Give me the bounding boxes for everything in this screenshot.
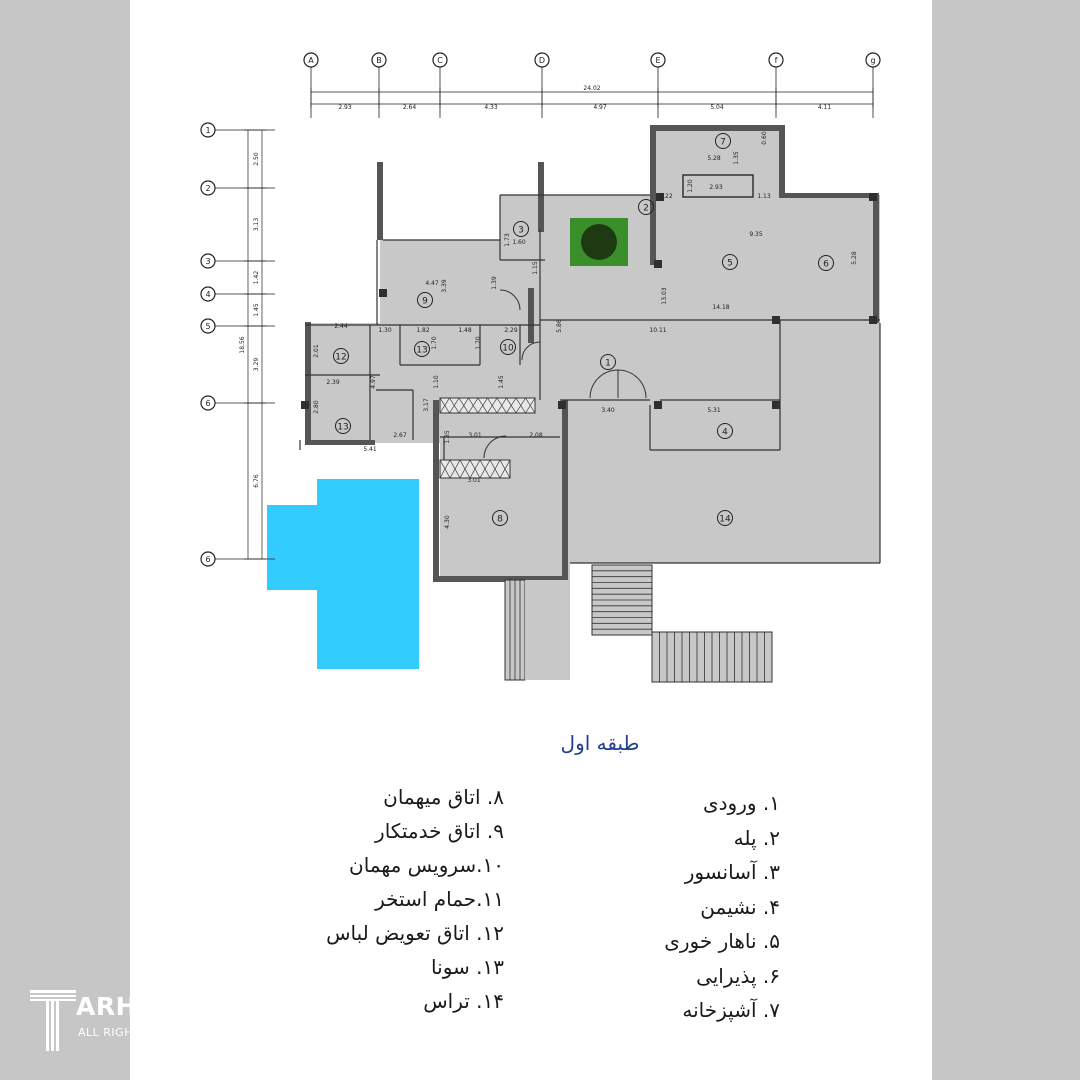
room-number: 2 — [643, 203, 649, 214]
copyright-mark: © — [218, 978, 229, 991]
column-post — [869, 193, 877, 201]
wall — [433, 400, 439, 582]
dimension-label: 4.97 — [593, 104, 607, 111]
dimension-label: 2.29 — [504, 327, 518, 334]
room-number: 5 — [727, 258, 733, 269]
grid-label: E — [655, 56, 661, 65]
dimension-label: 2.67 — [393, 432, 407, 439]
dimension-label: 9.35 — [749, 231, 763, 238]
grid-label: 2 — [205, 184, 211, 193]
wall — [873, 193, 879, 323]
wall — [377, 162, 383, 240]
room-number: 1 — [605, 358, 611, 369]
pool — [267, 505, 327, 590]
dimension-label: 1.85 — [444, 430, 451, 444]
grid-label: 6 — [205, 555, 211, 564]
dimension-label: 2.80 — [313, 400, 320, 414]
dimension-label: 5.28 — [851, 251, 858, 265]
dimension-label: 1.30 — [378, 327, 392, 334]
dimension-label: 3.39 — [441, 279, 448, 293]
dimension-label: 2.93 — [709, 184, 723, 191]
dimension-label: 4.47 — [425, 280, 439, 287]
grid-label: g — [870, 56, 876, 65]
dimension-label: 1.70 — [475, 336, 482, 350]
wall — [650, 125, 656, 197]
stairs — [592, 565, 652, 635]
dimension-label: 1.73 — [504, 233, 511, 247]
dimension-label: 14.18 — [712, 304, 730, 311]
dimension-label: 13.03 — [661, 287, 668, 305]
column-post — [558, 401, 566, 409]
legend-item: ۱۴. تراس — [423, 989, 504, 1013]
legend-left — [326, 780, 504, 1018]
grid-label: C — [437, 56, 443, 65]
legend-item: ۱۱.حمام استخر — [375, 887, 504, 911]
dimension-label: 3.01 — [467, 477, 481, 484]
room-number: 3 — [518, 225, 524, 236]
stairs — [652, 632, 772, 682]
legend-item: ۱. ورودی — [703, 791, 780, 815]
wall — [305, 322, 311, 444]
dimension-label: 1.22 — [659, 193, 673, 200]
legend-item: ۱۲. اتاق تعویض لباس — [326, 921, 504, 945]
dimension-label: 1.35 — [733, 151, 740, 165]
brand-logo — [28, 978, 238, 1058]
stairs — [505, 580, 525, 680]
dimension-label: 1.20 — [687, 179, 694, 193]
dimension-label: 1.10 — [433, 375, 440, 389]
wall — [562, 400, 568, 582]
dimension-label: 3.17 — [423, 398, 430, 412]
dimension-label: 3.29 — [253, 357, 260, 372]
legend-item: ۳. آسانسور — [684, 860, 780, 884]
floor-area — [540, 320, 880, 410]
dimension-label: 3.01 — [468, 432, 482, 439]
column-post — [772, 316, 780, 324]
room-number: 13 — [337, 422, 349, 433]
dimension-label: 5.86 — [556, 319, 563, 333]
dimension-label: 1.60 — [512, 239, 526, 246]
column-post — [379, 289, 387, 297]
room-number: 4 — [722, 427, 728, 438]
wall — [779, 193, 879, 198]
dimension-label: 1.70 — [431, 336, 438, 350]
legend-item: ۴. نشیمن — [700, 894, 780, 919]
wall — [528, 288, 534, 343]
grid-label: B — [376, 56, 382, 65]
grid-label: 5 — [205, 322, 211, 331]
hatch-strip — [440, 460, 510, 478]
room-number: 10 — [502, 343, 514, 354]
dimension-label: 1.45 — [498, 375, 505, 389]
legend-item: ۱۳. سونا — [431, 955, 504, 979]
room-number: 13 — [416, 345, 428, 356]
dimension-label: 10.11 — [649, 327, 667, 334]
grid-label: D — [538, 56, 546, 65]
dimension-label: 2.08 — [529, 432, 543, 439]
dimension-label: 4.97 — [370, 375, 377, 389]
dimension-label: 6.76 — [253, 474, 260, 488]
dimension-label: 3.13 — [253, 217, 260, 232]
dimension-label: 1.82 — [416, 327, 430, 334]
legend-item: ۹. اتاق خدمتکار — [375, 819, 504, 843]
dimension-label: 5.31 — [707, 407, 721, 414]
dimension-label: 2.50 — [253, 152, 260, 166]
dimension-label: 4.11 — [817, 104, 832, 111]
legend-item: ۸. اتاق میهمان — [383, 785, 504, 809]
landing — [525, 580, 570, 680]
legend-item: ۷. آشپزخانه — [682, 998, 780, 1022]
legend-right — [664, 786, 780, 1028]
dimension-label: 2.01 — [313, 344, 320, 358]
dimension-label: 0.60 — [761, 131, 768, 145]
wall — [538, 162, 544, 232]
room-number: 7 — [720, 137, 726, 148]
legend-item: ۶. پذیرایی — [696, 963, 780, 988]
dimension-label: 5.41 — [363, 446, 377, 453]
legend-item: ۱۰.سرویس مهمان — [349, 853, 504, 877]
dimension-label: 1.15 — [532, 261, 539, 275]
dimension-label: 1.13 — [757, 193, 771, 200]
room-number: 8 — [497, 514, 503, 525]
dimension-label: 24.02 — [583, 85, 601, 92]
dimension-label: 5.04 — [710, 104, 724, 111]
plan-caption: طبقه اول — [560, 731, 640, 755]
hatch-strip — [440, 398, 535, 413]
dimension-label: 18.56 — [239, 336, 246, 354]
legend-item: ۵. ناهار خوری — [664, 929, 780, 953]
dimension-label: 4.33 — [484, 104, 498, 111]
dimension-label: 1.48 — [458, 327, 472, 334]
grid-label: 6 — [205, 399, 211, 408]
dimension-label: 2.44 — [334, 323, 348, 330]
column-post — [654, 260, 662, 268]
floor-area — [440, 400, 570, 580]
dimension-label: 2.39 — [326, 379, 340, 386]
dimension-label: 5.28 — [707, 155, 721, 162]
wall — [779, 125, 785, 197]
brand-rights: ALL RIGHT RESERVED — [78, 1026, 207, 1039]
room-number: 9 — [422, 296, 428, 307]
room-number: 6 — [823, 259, 829, 270]
legend-item: ۲. پله — [733, 825, 780, 850]
dimension-label: 2.64 — [402, 104, 417, 111]
dimension-label: 1.45 — [253, 303, 260, 317]
wall — [650, 125, 785, 131]
column-post — [301, 401, 309, 409]
room-number: 12 — [335, 352, 347, 363]
grid-label: 4 — [205, 290, 211, 299]
column-logo-icon — [28, 984, 78, 1054]
dimension-label: 2.93 — [338, 104, 352, 111]
column-post — [869, 316, 877, 324]
dimension-label: 4.30 — [444, 515, 451, 529]
dimension-label: 1.42 — [253, 270, 260, 285]
tree-icon — [581, 224, 617, 260]
dimension-label: 1.39 — [491, 276, 498, 290]
grid-label: 3 — [205, 257, 211, 266]
grid-label: A — [308, 56, 314, 65]
dimension-label: 3.40 — [601, 407, 615, 414]
room-number: 14 — [719, 514, 731, 525]
grid-label: 1 — [205, 126, 211, 135]
column-post — [772, 401, 780, 409]
grid-label: f — [774, 56, 778, 65]
pool — [317, 479, 419, 669]
wall — [305, 440, 375, 445]
brand-name: ARH2TARH — [76, 992, 232, 1021]
column-post — [654, 401, 662, 409]
